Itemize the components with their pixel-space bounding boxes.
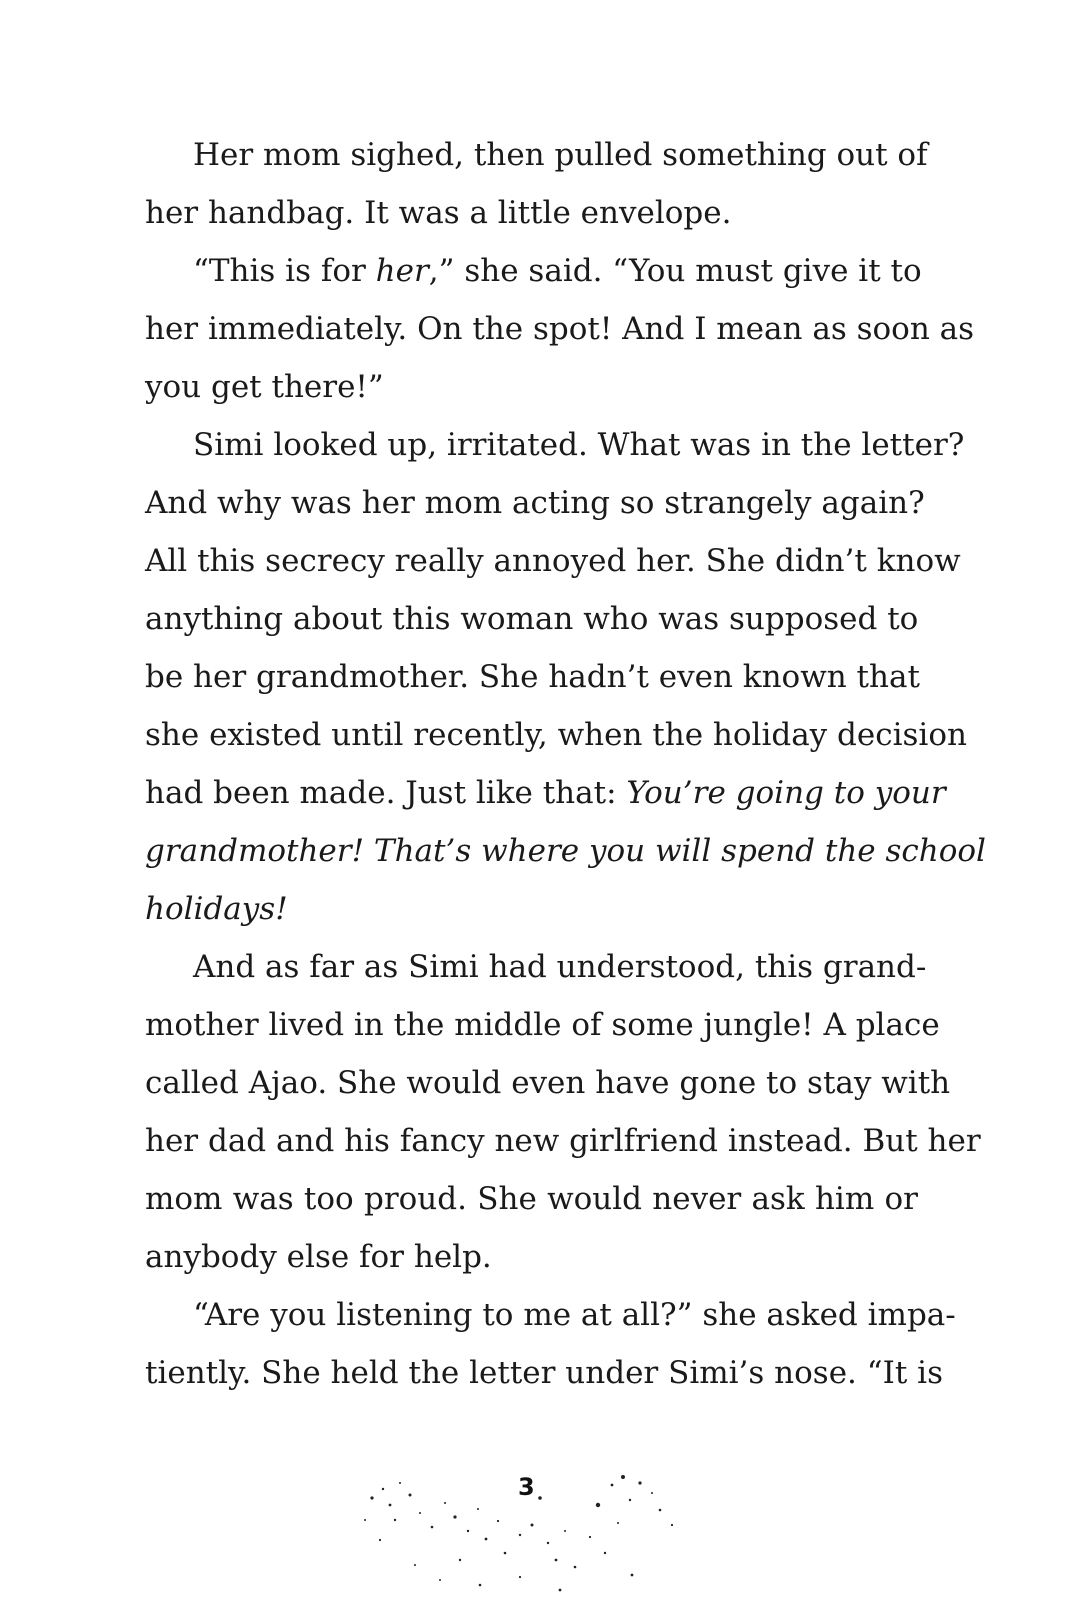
page-footer [0,1465,1067,1600]
text-line [145,764,946,822]
text-line: “Are you listening to me at all?” she asked impa- [193,1297,956,1333]
text-run: ,” she said. “You must give it to [428,253,922,289]
text-line: she existed until recently, when the holiday decision [145,717,967,753]
text-line: anybody else for help. [145,1239,492,1275]
text-run: “This is for [193,253,376,289]
text-line: Simi looked up, irritated. What was in the letter? [193,427,965,463]
text-line [145,880,918,938]
text-line: And why was her mom acting so strangely again? [145,485,925,521]
body-text [145,126,986,1402]
text-line: called Ajao. She would even have gone to stay with [145,1065,951,1101]
page-number: 3 [518,1473,535,1501]
text-line: mom was too proud. She would never ask him or [145,1181,918,1217]
italic-text: grandmother! That’s where you will spend the school [145,833,986,869]
italic-text: holidays! [145,891,288,927]
text-line: And as far as Simi had understood, this grand- [193,949,927,985]
italic-text: her [375,253,429,289]
text-line: her dad and his fancy new girlfriend instead. But her [145,1123,981,1159]
text-line [145,822,986,880]
text-line: her immediately. On the spot! And I mean as soon as [145,311,975,347]
text-line: anything about this woman who was supposed to [145,601,919,637]
italic-text: You’re going to your [626,775,946,811]
text-line: you get there!” [145,369,384,405]
text-line: Her mom sighed, then pulled something out of [193,137,928,173]
text-line: tiently. She held the letter under Simi’s nose. “It is [145,1355,943,1391]
text-line: be her grandmother. She hadn’t even known that [145,659,920,695]
text-run: had been made. Just like that: [145,775,627,811]
text-line: her handbag. It was a little envelope. [145,195,732,231]
text-line: All this secrecy really annoyed her. She didn’t know [145,543,961,579]
text-line: mother lived in the middle of some jungle! A place [145,1007,940,1043]
text-line [145,242,922,300]
